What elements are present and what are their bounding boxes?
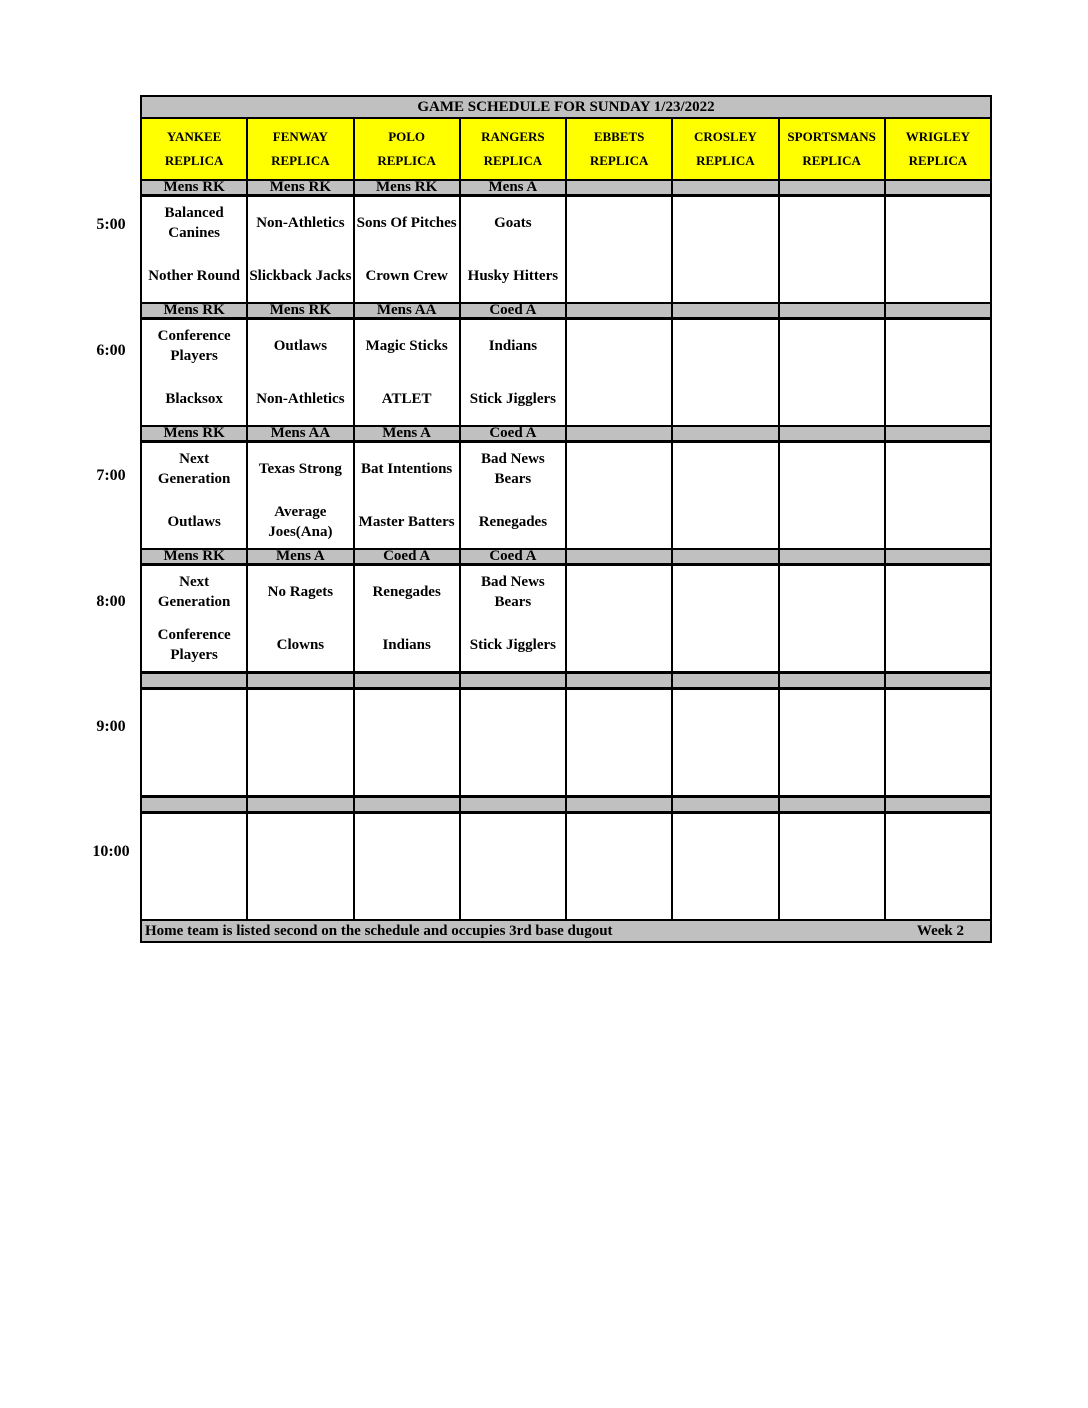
field-name: SPORTSMANS [787,129,876,144]
division-label [672,426,778,442]
division-label [779,180,885,196]
division-label [141,673,247,689]
away-team: Non-Athletics [256,215,345,232]
home-team [780,373,884,426]
home-team [886,867,990,920]
home-team [886,743,990,796]
field-header-sportsmans [779,118,885,180]
field-subtitle: REPLICA [164,153,224,168]
game-cell [885,319,991,427]
division-label: Mens RK [141,180,247,196]
division-label [672,549,778,565]
division-label: Coed A [460,426,566,442]
away-team [673,443,777,496]
home-team [673,743,777,796]
home-team [567,250,671,303]
game-cell [672,196,778,304]
away-team: Bat Intentions [360,461,453,478]
field-name: RANGERS [481,129,545,144]
away-team [780,690,884,743]
game-cell [460,813,566,921]
division-label [460,673,566,689]
game-cell [672,689,778,797]
division-label: Mens RK [141,549,247,565]
away-team: Sons Of Pitches [356,215,457,232]
home-team: Husky Hitters [467,267,559,284]
game-cell [247,319,353,427]
field-subtitle: REPLICA [271,153,330,168]
game-cell [247,442,353,550]
away-team: Texas Strong [258,461,342,478]
game-cell [354,442,460,550]
division-label [885,180,991,196]
game-row [141,442,991,550]
away-team [886,566,990,619]
away-team: Conference Players [157,328,231,365]
division-label [885,426,991,442]
away-team [886,443,990,496]
division-label [672,180,778,196]
division-label: Mens A [354,426,460,442]
division-label [885,673,991,689]
division-label [566,673,672,689]
home-team: Stick Jigglers [469,390,556,407]
away-team [461,690,565,743]
division-label [672,303,778,319]
division-label [566,549,672,565]
game-cell [141,689,247,797]
game-cell [354,319,460,427]
home-team [461,743,565,796]
game-cell [566,813,672,921]
home-team: Conference Players [157,626,231,663]
time-label: 7:00 [96,467,126,484]
game-cell [885,813,991,921]
game-cell [779,442,885,550]
field-name: WRIGLEY [905,129,971,144]
division-label: Mens RK [141,426,247,442]
home-team [886,496,990,549]
game-cell [354,565,460,673]
division-label [354,797,460,813]
game-cell [672,565,778,673]
away-team [248,814,352,867]
away-team [886,690,990,743]
away-team [673,197,777,250]
game-cell [247,196,353,304]
home-team: Average Joes(Ana) [268,503,333,540]
footer-note: Home team is listed second on the schedule and occupies 3rd base dugout [145,922,613,939]
time-label: 9:00 [96,718,126,735]
footer-cell [141,920,991,942]
home-team [461,867,565,920]
division-row [141,797,991,813]
division-label [672,797,778,813]
schedule-table [140,95,992,943]
game-cell [354,196,460,304]
game-cell [779,813,885,921]
division-label [779,797,885,813]
field-name: EBBETS [593,129,645,144]
division-label: Coed A [460,303,566,319]
game-cell [672,813,778,921]
game-cell [566,319,672,427]
home-team [567,373,671,426]
home-team [567,743,671,796]
home-team: Stick Jigglers [469,636,556,653]
field-subtitle: REPLICA [908,153,968,168]
time-label: 10:00 [92,843,130,860]
division-label [885,797,991,813]
game-cell [141,442,247,550]
away-team [886,320,990,373]
game-cell [141,813,247,921]
game-row [141,565,991,673]
field-header-ebbets [566,118,672,180]
away-team [142,814,246,867]
footer-row [141,920,991,942]
division-label [672,673,778,689]
game-cell [247,813,353,921]
game-cell [885,196,991,304]
away-team [567,197,671,250]
away-team [780,197,884,250]
division-label [566,797,672,813]
home-team: Master Batters [358,513,455,530]
away-team: Next Generation [157,451,231,488]
division-row [141,426,991,442]
division-label: Mens RK [354,180,460,196]
away-team [886,197,990,250]
home-team [780,619,884,672]
away-team [248,690,352,743]
away-team [567,690,671,743]
away-team [142,690,246,743]
away-team [886,814,990,867]
home-team: Nother Round [148,267,241,284]
game-cell [141,196,247,304]
game-cell [566,689,672,797]
away-team [567,566,671,619]
away-team [673,566,777,619]
home-team [673,867,777,920]
away-team: Bad News Bears [480,574,545,611]
game-cell [460,689,566,797]
home-team [886,373,990,426]
home-team [248,867,352,920]
home-team [886,250,990,303]
game-cell [566,442,672,550]
division-label: Mens A [460,180,566,196]
division-label [141,797,247,813]
week-label: Week 2 [916,922,964,939]
home-team: Renegades [478,513,548,530]
away-team: Magic Sticks [365,338,448,355]
division-label [566,426,672,442]
division-row [141,303,991,319]
away-team: Renegades [372,584,441,601]
division-label: Mens A [247,549,353,565]
game-cell [779,319,885,427]
field-header-wrigley [885,118,991,180]
game-cell [566,565,672,673]
away-team: Indians [488,338,538,355]
field-subtitle: REPLICA [377,153,436,168]
game-cell [672,319,778,427]
field-header-fenway [247,118,353,180]
game-cell [460,442,566,550]
home-team [673,250,777,303]
home-team: ATLET [381,390,432,407]
field-name: CROSLEY [693,129,757,144]
home-team: Indians [382,636,431,653]
field-header-rangers [460,118,566,180]
away-team: Balanced Canines [164,205,224,242]
field-header-row [141,118,991,180]
away-team [567,814,671,867]
game-cell [460,319,566,427]
away-team [780,320,884,373]
game-cell [354,813,460,921]
away-team [567,443,671,496]
away-team: Next Generation [157,574,231,611]
game-cell [460,565,566,673]
game-row [141,689,991,797]
field-subtitle: REPLICA [483,153,543,168]
division-label [247,797,353,813]
division-label [779,303,885,319]
game-row [141,319,991,427]
away-team [780,443,884,496]
game-cell [779,196,885,304]
field-name: POLO [388,129,426,144]
home-team [248,743,352,796]
away-team: No Ragets [267,584,334,601]
game-row [141,813,991,921]
division-label: Mens AA [247,426,353,442]
home-team [355,743,459,796]
away-team [780,566,884,619]
division-label [779,549,885,565]
home-team [567,867,671,920]
division-row [141,549,991,565]
division-label [566,303,672,319]
game-cell [779,689,885,797]
division-label: Coed A [354,549,460,565]
home-team: Crown Crew [365,267,448,284]
division-label: Mens AA [354,303,460,319]
field-header-crosley [672,118,778,180]
division-label [885,549,991,565]
away-team [673,690,777,743]
game-cell [141,565,247,673]
home-team [142,867,246,920]
division-label [566,180,672,196]
away-team [355,814,459,867]
game-cell [460,196,566,304]
field-header-yankee [141,118,247,180]
time-label: 6:00 [96,342,126,359]
home-team [567,496,671,549]
field-name: FENWAY [272,129,328,144]
field-header-polo [354,118,460,180]
away-team [673,320,777,373]
game-cell [779,565,885,673]
division-label [247,673,353,689]
game-cell [885,689,991,797]
division-label [779,426,885,442]
game-cell [247,689,353,797]
field-subtitle: REPLICA [696,153,755,168]
home-team [780,250,884,303]
time-label: 5:00 [96,216,126,233]
away-team [780,814,884,867]
away-team [567,320,671,373]
game-cell [247,565,353,673]
division-label: Mens RK [141,303,247,319]
home-team: Non-Athletics [256,390,345,407]
field-name: YANKEE [166,129,222,144]
home-team [142,743,246,796]
game-cell [885,442,991,550]
home-team: Blacksox [165,390,223,407]
home-team: Slickback Jacks [249,267,352,284]
time-label: 8:00 [96,593,126,610]
division-label: Coed A [460,549,566,565]
division-label [460,797,566,813]
home-team [673,619,777,672]
division-row [141,180,991,196]
home-team [567,619,671,672]
game-cell [672,442,778,550]
division-label [354,673,460,689]
division-label: Mens RK [247,180,353,196]
field-subtitle: REPLICA [589,153,649,168]
division-label: Mens RK [247,303,353,319]
game-cell [885,565,991,673]
away-team: Bad News Bears [480,451,545,488]
away-team: Goats [494,215,532,232]
division-label [779,673,885,689]
home-team [780,496,884,549]
home-team [355,867,459,920]
game-cell [566,196,672,304]
game-row [141,196,991,304]
away-team: Outlaws [273,338,328,355]
home-team: Outlaws [167,513,221,530]
away-team [461,814,565,867]
field-subtitle: REPLICA [802,153,861,168]
division-label [885,303,991,319]
schedule-title: GAME SCHEDULE FOR SUNDAY 1/23/2022 [141,96,991,118]
home-team [673,496,777,549]
home-team [673,373,777,426]
division-row [141,673,991,689]
game-cell [141,319,247,427]
home-team [886,619,990,672]
game-cell [354,689,460,797]
away-team [673,814,777,867]
home-team: Clowns [276,636,325,653]
away-team [355,690,459,743]
home-team [780,867,884,920]
home-team [780,743,884,796]
